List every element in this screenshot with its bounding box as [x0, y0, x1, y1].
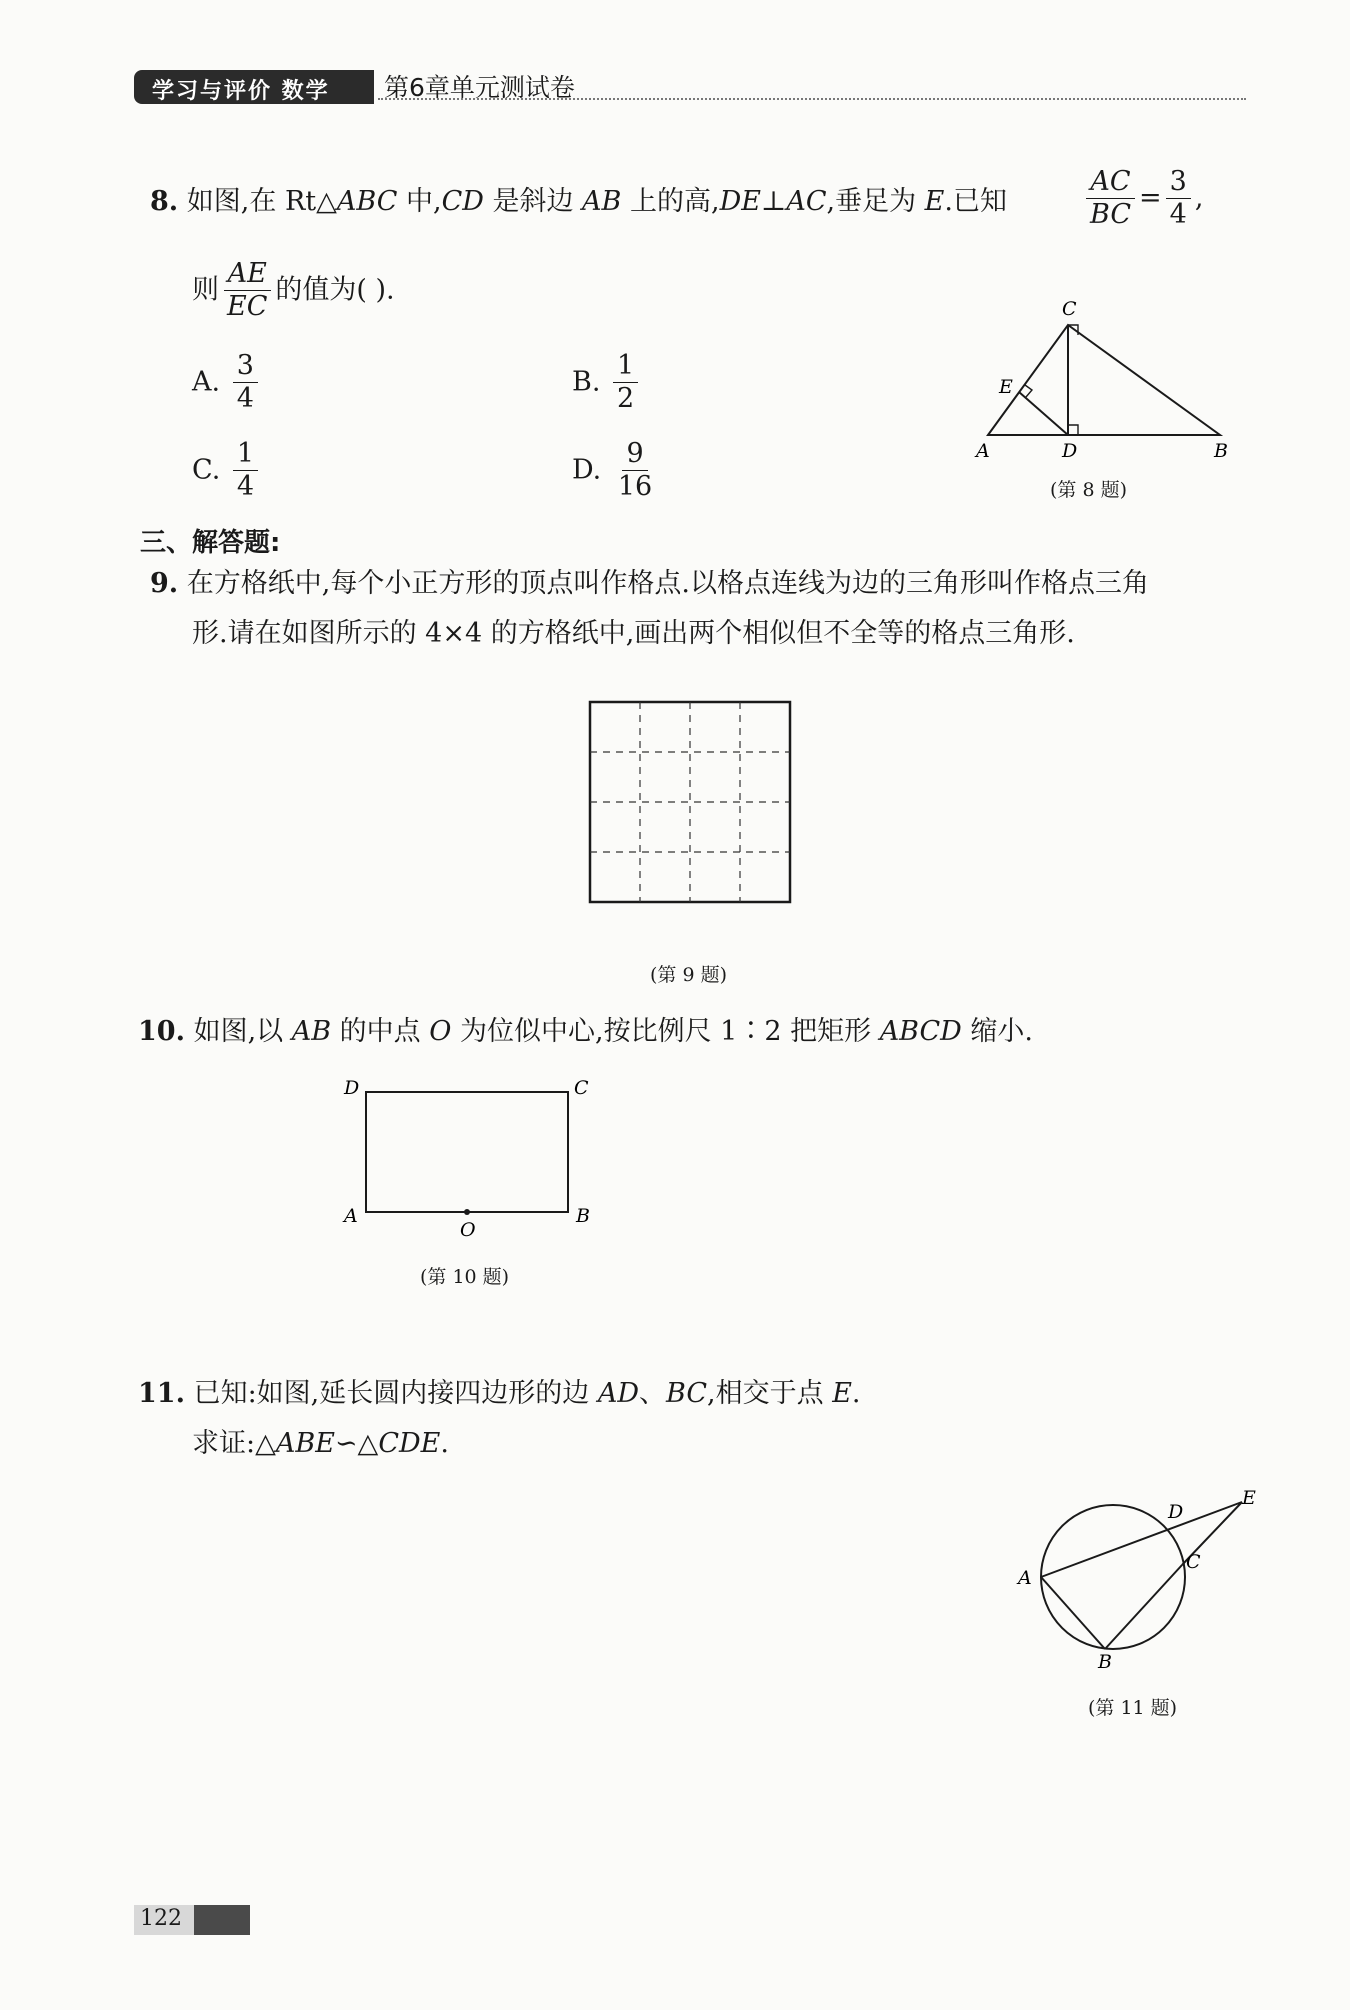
rectangle-abcd	[366, 1092, 568, 1212]
label-o: O	[460, 1219, 476, 1240]
q11-number: 11.	[138, 1378, 185, 1409]
header-book-title: 学习与评价 数学	[152, 79, 330, 104]
lines-ae-ec	[1041, 1502, 1242, 1577]
q8-line2: 则 $\frac{AE}{EC}$ 的值为( ).	[192, 258, 395, 323]
q11-circle-figure	[1010, 1490, 1260, 1670]
q8-option-d: D. $\frac{9}{16}$	[572, 438, 653, 503]
q11-line2: 求证:△ABE∽△CDE.	[192, 1428, 449, 1459]
triangle-abc	[988, 325, 1220, 435]
section-title: 三、解答题:	[140, 528, 281, 558]
q11-caption: (第 11 题)	[1088, 1697, 1178, 1719]
label-e: E	[1242, 1490, 1256, 1509]
label-d: D	[1062, 440, 1078, 462]
page-number: 122	[140, 1906, 182, 1931]
circumscribed-circle	[1041, 1505, 1185, 1649]
label-b: B	[1098, 1651, 1112, 1670]
q9-number: 9.	[150, 568, 179, 599]
label-c: C	[1062, 298, 1077, 320]
q10-rectangle-figure	[336, 1070, 596, 1240]
q8-option-a: A. $\frac{3}{4}$	[192, 352, 262, 414]
label-c: C	[1186, 1551, 1201, 1573]
label-a: A	[1018, 1567, 1032, 1589]
header-chapter-title: 第6章单元测试卷	[384, 73, 575, 102]
label-d: D	[1168, 1501, 1184, 1523]
q8-triangle-figure	[970, 295, 1240, 505]
label-a: A	[976, 440, 990, 462]
label-e: E	[999, 376, 1013, 398]
q10-line: 10. 如图,以 AB 的中点 O 为位似中心,按比例尺 1∶2 把矩形 ABCD 缩小.	[138, 1016, 1034, 1047]
header-rule	[378, 98, 1246, 100]
perpendicular-de	[1019, 392, 1068, 435]
q9-line2: 形.请在如图所示的 4×4 的方格纸中,画出两个相似但不全等的格点三角形.	[192, 618, 1075, 649]
q9-grid	[588, 700, 794, 906]
point-o	[464, 1209, 470, 1215]
side-bc	[1105, 1565, 1182, 1649]
q8-number: 8.	[150, 186, 179, 217]
q8-caption: (第 8 题)	[1050, 479, 1127, 501]
grid-lines	[590, 702, 790, 902]
label-b: B	[576, 1205, 590, 1227]
q8-option-b: B. $\frac{1}{2}$	[572, 352, 642, 414]
q9-line1: 9. 在方格纸中,每个小正方形的顶点叫作格点.以格点连线为边的三角形叫作格点三角	[150, 568, 1149, 599]
q8-option-c: C. $\frac{1}{4}$	[192, 440, 262, 502]
q8-given-value: $\frac{3}{4}$	[1166, 168, 1191, 230]
q8-ask-fraction: $\frac{AE}{EC}$	[223, 260, 271, 322]
q10-number: 10.	[138, 1016, 185, 1047]
q11-line1: 11. 已知:如图,延长圆内接四边形的边 AD、BC,相交于点 E.	[138, 1378, 861, 1409]
q8-given-ratio: $\frac{AC}{BC}$ = $\frac{3}{4}$ ,	[1082, 168, 1203, 230]
q9-caption: (第 9 题)	[650, 964, 727, 986]
label-b: B	[1214, 440, 1228, 462]
q8-given-fraction: $\frac{AC}{BC}$	[1086, 168, 1135, 230]
q10-caption: (第 10 题)	[420, 1266, 510, 1288]
q8-line1: 8. 如图,在 Rt△ABC 中,CD 是斜边 AB 上的高,DE⊥AC,垂足为 E.已知	[150, 186, 1007, 217]
label-d: D	[344, 1077, 360, 1099]
label-c: C	[574, 1077, 589, 1099]
label-a: A	[344, 1205, 358, 1227]
